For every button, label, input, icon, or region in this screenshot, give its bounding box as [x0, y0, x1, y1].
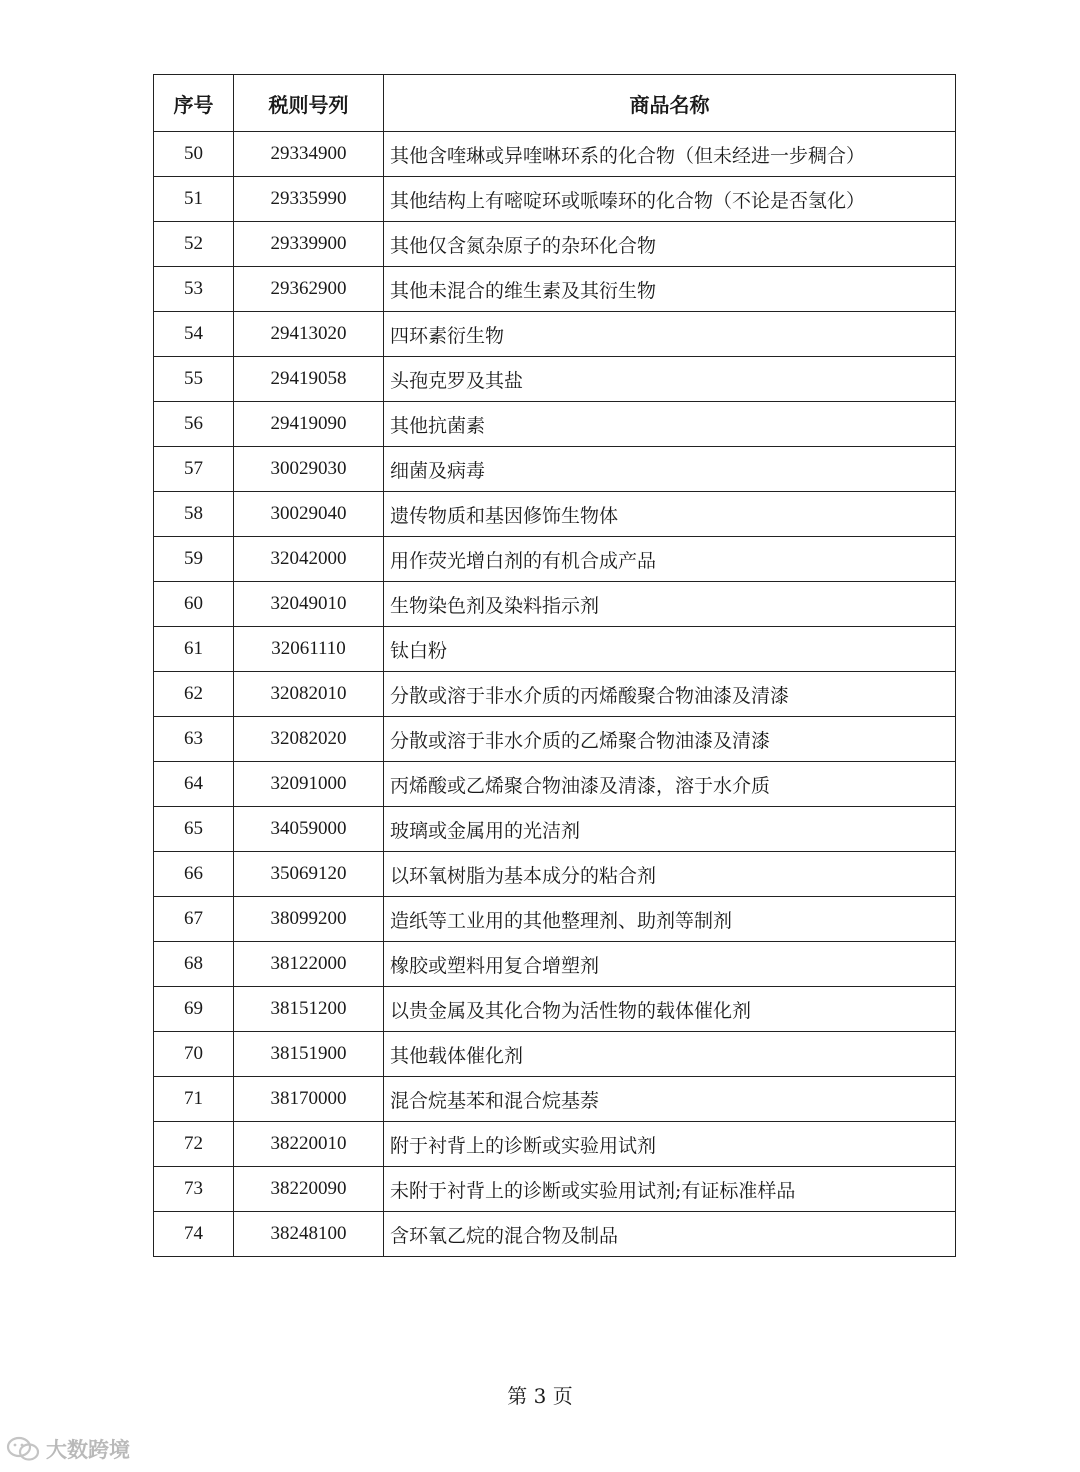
cell-code: 38220010 [234, 1122, 384, 1167]
cell-name: 未附于衬背上的诊断或实验用试剂;有证标准样品 [384, 1167, 956, 1212]
table-row [154, 717, 956, 762]
cell-no: 69 [154, 987, 234, 1032]
cell-name: 以贵金属及其化合物为活性物的载体催化剂 [384, 987, 956, 1032]
header-no: 序号 [154, 75, 234, 132]
table-row [154, 132, 956, 177]
cell-no: 68 [154, 942, 234, 987]
cell-code: 34059000 [234, 807, 384, 852]
table-row [154, 942, 956, 987]
table-row [154, 762, 956, 807]
cell-no: 58 [154, 492, 234, 537]
watermark [6, 1434, 130, 1464]
cell-no: 61 [154, 627, 234, 672]
cell-no: 60 [154, 582, 234, 627]
cell-code: 29413020 [234, 312, 384, 357]
cell-name: 造纸等工业用的其他整理剂、助剂等制剂 [384, 897, 956, 942]
table-row [154, 447, 956, 492]
cell-no: 53 [154, 267, 234, 312]
table-row [154, 672, 956, 717]
cell-name: 细菌及病毒 [384, 447, 956, 492]
table-row [154, 177, 956, 222]
watermark-text: 大数跨境 [46, 1438, 130, 1462]
table-row [154, 582, 956, 627]
cell-code: 30029030 [234, 447, 384, 492]
table-row [154, 402, 956, 447]
cell-no: 57 [154, 447, 234, 492]
cell-code: 35069120 [234, 852, 384, 897]
cell-name: 其他抗菌素 [384, 402, 956, 447]
table-row [154, 357, 956, 402]
cell-name: 头孢克罗及其盐 [384, 357, 956, 402]
cell-name: 用作荧光增白剂的有机合成产品 [384, 537, 956, 582]
cell-no: 56 [154, 402, 234, 447]
cell-code: 29334900 [234, 132, 384, 177]
cell-name: 以环氧树脂为基本成分的粘合剂 [384, 852, 956, 897]
cell-code: 38248100 [234, 1212, 384, 1257]
table-body [154, 132, 956, 1257]
table-row [154, 1077, 956, 1122]
cell-code: 38122000 [234, 942, 384, 987]
cell-name: 丙烯酸或乙烯聚合物油漆及清漆，溶于水介质 [384, 762, 956, 807]
table-row [154, 1032, 956, 1077]
cell-code: 29419090 [234, 402, 384, 447]
cell-name: 其他未混合的维生素及其衍生物 [384, 267, 956, 312]
wechat-logo-icon [6, 1436, 42, 1462]
cell-name: 分散或溶于非水介质的乙烯聚合物油漆及清漆 [384, 717, 956, 762]
cell-no: 59 [154, 537, 234, 582]
cell-code: 32049010 [234, 582, 384, 627]
cell-name: 其他含喹琳或异喹啉环系的化合物（但未经进一步稠合） [384, 132, 956, 177]
cell-no: 62 [154, 672, 234, 717]
page-number: 第 3 页 [507, 1384, 573, 1408]
header-code: 税则号列 [234, 75, 384, 132]
cell-no: 63 [154, 717, 234, 762]
table-row [154, 627, 956, 672]
cell-no: 70 [154, 1032, 234, 1077]
cell-code: 32082010 [234, 672, 384, 717]
cell-code: 29419058 [234, 357, 384, 402]
cell-no: 51 [154, 177, 234, 222]
cell-code: 38170000 [234, 1077, 384, 1122]
cell-no: 67 [154, 897, 234, 942]
cell-code: 29335990 [234, 177, 384, 222]
cell-name: 其他结构上有嘧啶环或哌嗪环的化合物（不论是否氢化） [384, 177, 956, 222]
cell-code: 29362900 [234, 267, 384, 312]
tariff-table [153, 74, 956, 1257]
cell-code: 38151900 [234, 1032, 384, 1077]
cell-code: 30029040 [234, 492, 384, 537]
table-row [154, 492, 956, 537]
table-row [154, 807, 956, 852]
cell-code: 29339900 [234, 222, 384, 267]
cell-name: 四环素衍生物 [384, 312, 956, 357]
table-row [154, 537, 956, 582]
cell-code: 38099200 [234, 897, 384, 942]
table-row [154, 222, 956, 267]
table-row [154, 852, 956, 897]
cell-no: 65 [154, 807, 234, 852]
cell-name: 钛白粉 [384, 627, 956, 672]
table-row [154, 1212, 956, 1257]
cell-name: 橡胶或塑料用复合增塑剂 [384, 942, 956, 987]
cell-code: 38220090 [234, 1167, 384, 1212]
cell-no: 72 [154, 1122, 234, 1167]
cell-no: 74 [154, 1212, 234, 1257]
cell-name: 玻璃或金属用的光洁剂 [384, 807, 956, 852]
table-row [154, 897, 956, 942]
cell-no: 52 [154, 222, 234, 267]
cell-name: 遗传物质和基因修饰生物体 [384, 492, 956, 537]
cell-no: 64 [154, 762, 234, 807]
cell-name: 生物染色剂及染料指示剂 [384, 582, 956, 627]
cell-no: 54 [154, 312, 234, 357]
cell-name: 混合烷基苯和混合烷基萘 [384, 1077, 956, 1122]
cell-code: 32091000 [234, 762, 384, 807]
header-name: 商品名称 [384, 75, 956, 132]
cell-code: 32061110 [234, 627, 384, 672]
cell-name: 其他载体催化剂 [384, 1032, 956, 1077]
cell-code: 32042000 [234, 537, 384, 582]
cell-name: 附于衬背上的诊断或实验用试剂 [384, 1122, 956, 1167]
table-row [154, 267, 956, 312]
table-row [154, 987, 956, 1032]
table-header-row [154, 75, 956, 132]
cell-no: 73 [154, 1167, 234, 1212]
table-row [154, 312, 956, 357]
cell-no: 71 [154, 1077, 234, 1122]
cell-name: 含环氧乙烷的混合物及制品 [384, 1212, 956, 1257]
cell-no: 55 [154, 357, 234, 402]
cell-name: 其他仅含氮杂原子的杂环化合物 [384, 222, 956, 267]
cell-no: 66 [154, 852, 234, 897]
table-row [154, 1167, 956, 1212]
cell-name: 分散或溶于非水介质的丙烯酸聚合物油漆及清漆 [384, 672, 956, 717]
cell-code: 32082020 [234, 717, 384, 762]
table-row [154, 1122, 956, 1167]
cell-no: 50 [154, 132, 234, 177]
cell-code: 38151200 [234, 987, 384, 1032]
